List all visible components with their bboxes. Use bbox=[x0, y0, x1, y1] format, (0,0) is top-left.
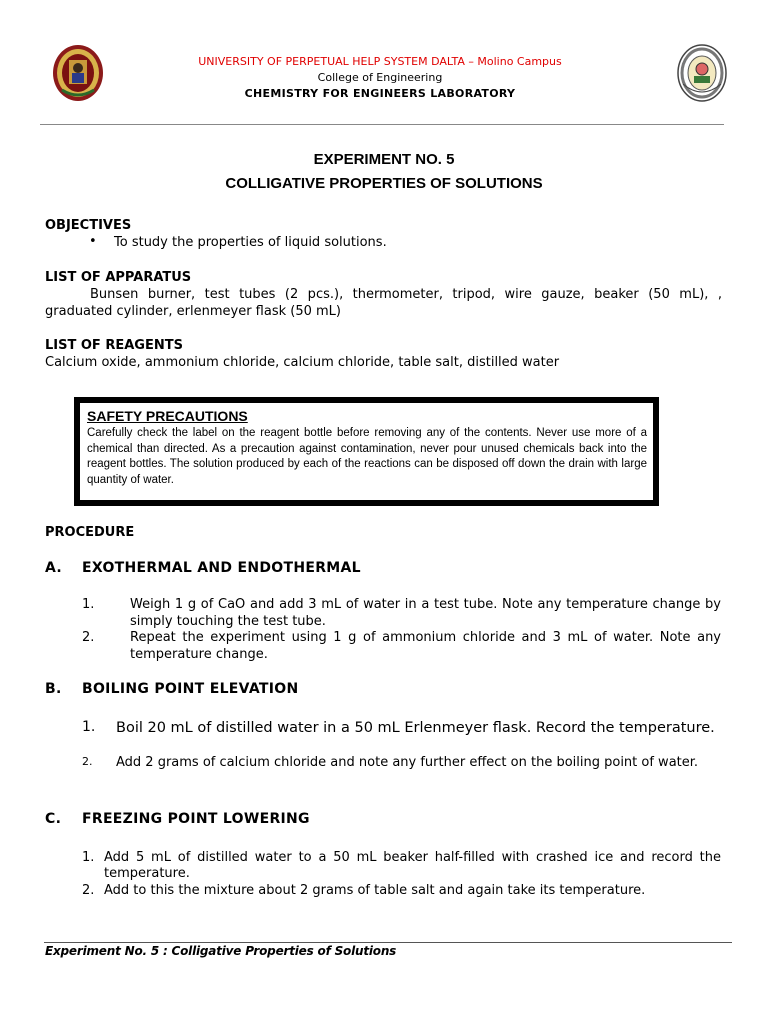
apparatus-line-1: Bunsen burner, test tubes (2 pcs.), thermometer, tripod, wire gauze, beaker (50 mL), , bbox=[90, 287, 722, 302]
header-divider bbox=[40, 124, 724, 125]
step-text: Add 2 grams of calcium chloride and note any further effect on the boiling point of water. bbox=[116, 755, 699, 770]
section-b-letter: B. bbox=[45, 681, 62, 697]
section-a-title: EXOTHERMAL AND ENDOTHERMAL bbox=[82, 560, 361, 576]
step-text: Boil 20 mL of distilled water in a 50 mL Erlenmeyer flask. Record the temperature. bbox=[116, 720, 715, 736]
step-number: 2. bbox=[82, 630, 95, 645]
lab-name: CHEMISTRY FOR ENGINEERS LABORATORY bbox=[244, 87, 516, 100]
step-text: Add to this the mixture about 2 grams of table salt and again take its temperature. bbox=[104, 883, 646, 898]
reagents-list: Calcium oxide, ammonium chloride, calcium chloride, table salt, distilled water bbox=[45, 355, 560, 370]
section-c-letter: C. bbox=[45, 811, 62, 827]
procedure-heading: PROCEDURE bbox=[45, 525, 135, 540]
experiment-number: EXPERIMENT NO. 5 bbox=[313, 151, 455, 168]
safety-title: SAFETY PRECAUTIONS bbox=[87, 408, 248, 424]
step-number: 1. bbox=[82, 719, 96, 735]
section-b-title: BOILING POINT ELEVATION bbox=[82, 681, 299, 697]
university-name: UNIVERSITY OF PERPETUAL HELP SYSTEM DALTA – Molino Campus bbox=[198, 55, 562, 68]
section-c-title: FREEZING POINT LOWERING bbox=[82, 811, 310, 827]
section-a-letter: A. bbox=[45, 560, 63, 576]
college-name: College of Engineering bbox=[317, 71, 443, 84]
step-number: 2. bbox=[82, 755, 93, 768]
reagents-heading: LIST OF REAGENTS bbox=[45, 338, 183, 353]
step-number: 1. bbox=[82, 850, 95, 865]
apparatus-line-2: graduated cylinder, erlenmeyer flask (50 mL) bbox=[45, 304, 341, 319]
bullet-icon: • bbox=[89, 234, 97, 249]
step-number: 2. bbox=[82, 883, 95, 898]
footer-divider bbox=[44, 942, 732, 943]
experiment-title: COLLIGATIVE PROPERTIES OF SOLUTIONS bbox=[225, 175, 543, 192]
step-text: Repeat the experiment using 1 g of ammonium chloride and 3 mL of water. Note any temperature change. bbox=[130, 630, 721, 662]
safety-precautions-box bbox=[74, 397, 659, 506]
safety-body: Carefully check the label on the reagent bottle before removing any of the contents. Never use more of a chemical than directed. As a precaution against contamination, never pour unused chemicals back into the reagent bottles. The solution produced by each of the reactions can be disposed off down the drain with large quantity of water. bbox=[87, 427, 647, 486]
apparatus-heading: LIST OF APPARATUS bbox=[45, 270, 192, 285]
footer-text: Experiment No. 5 : Colligative Properties of Solutions bbox=[45, 944, 397, 958]
objective-item: To study the properties of liquid solutions. bbox=[114, 235, 387, 250]
step-text: Add 5 mL of distilled water to a 50 mL beaker half-filled with crashed ice and record the temperature. bbox=[104, 850, 721, 881]
objectives-heading: OBJECTIVES bbox=[45, 218, 132, 233]
step-text: Weigh 1 g of CaO and add 3 mL of water in a test tube. Note any temperature change by simply touching the test tube. bbox=[130, 597, 721, 629]
step-number: 1. bbox=[82, 597, 95, 612]
